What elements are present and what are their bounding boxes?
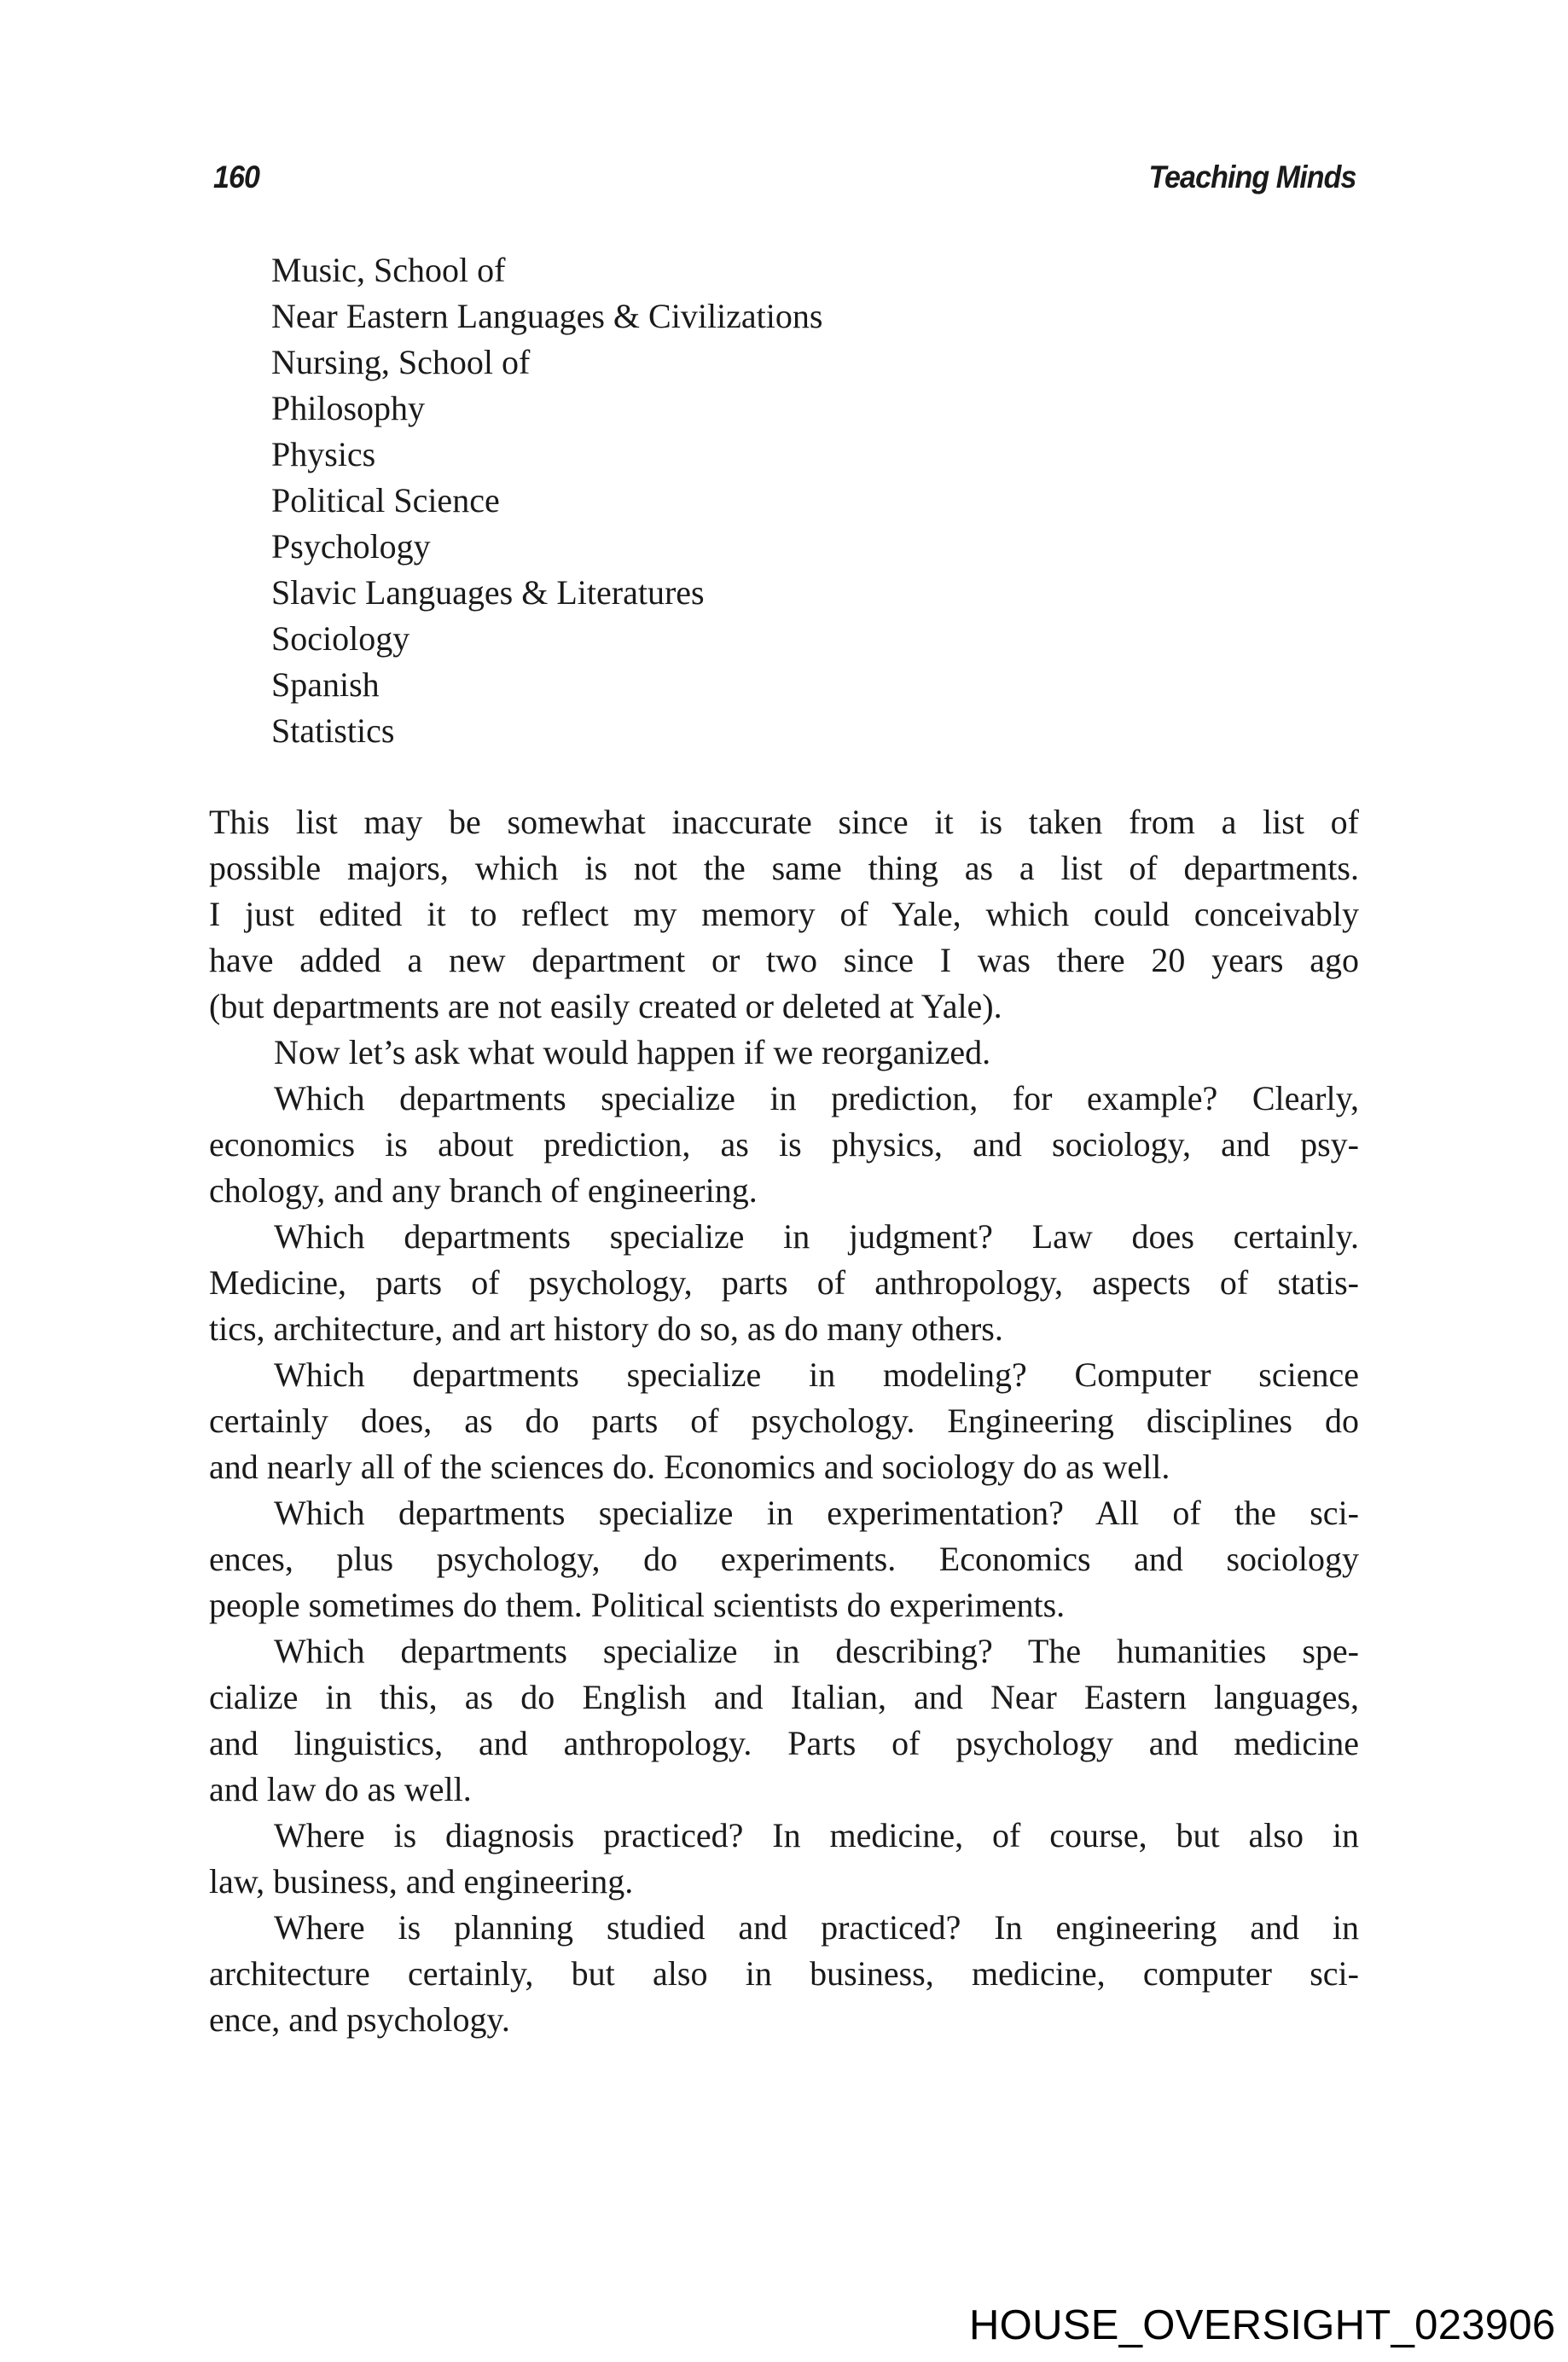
department-list-item: Sociology xyxy=(271,619,410,658)
paragraph-line: economics is about prediction, as is physics, and sociology, and psy- xyxy=(209,1125,1359,1164)
paragraph xyxy=(209,1905,1359,2043)
department-list-item: Psychology xyxy=(271,527,431,566)
paragraph-line: Which departments specialize in modeling? Computer science xyxy=(274,1355,1359,1394)
paragraph-line: Which departments specialize in experimentation? All of the sci- xyxy=(274,1494,1359,1532)
paragraph-line: and linguistics, and anthropology. Parts of psychology and medicine xyxy=(209,1724,1359,1762)
paragraph-line: and law do as well. xyxy=(209,1770,472,1808)
department-list-item: Near Eastern Languages & Civilizations xyxy=(271,297,823,335)
paragraph-line: and nearly all of the sciences do. Economics and sociology do as well. xyxy=(209,1448,1170,1486)
page-number: 160 xyxy=(213,160,260,194)
paragraph-line: (but departments are not easily created or deleted at Yale). xyxy=(209,987,1002,1025)
paragraph xyxy=(209,1076,1359,1214)
paragraph-line: architecture certainly, but also in business, medicine, computer sci- xyxy=(209,1954,1359,1993)
department-list-item: Philosophy xyxy=(271,389,426,427)
paragraph xyxy=(209,1490,1359,1628)
paragraph-line: Where is diagnosis practiced? In medicine, of course, but also in xyxy=(274,1816,1359,1854)
paragraph-line: ence, and psychology. xyxy=(209,2000,510,2039)
paragraph-line: Which departments specialize in prediction, for example? Clearly, xyxy=(274,1079,1359,1117)
paragraph xyxy=(209,1628,1359,1813)
paragraph-line: Which departments specialize in judgment? Law does certainly. xyxy=(274,1217,1359,1256)
paragraph-line: tics, architecture, and art history do so, as do many others. xyxy=(209,1309,1003,1348)
department-list-item: Political Science xyxy=(271,481,500,519)
paragraph xyxy=(209,1352,1359,1490)
paragraph-line: possible majors, which is not the same thing as a list of departments. xyxy=(209,849,1359,887)
paragraph xyxy=(209,1813,1359,1905)
paragraph-line: Now let’s ask what would happen if we reorganized. xyxy=(274,1033,991,1071)
paragraph-line: people sometimes do them. Political scientists do experiments. xyxy=(209,1586,1066,1624)
paragraph xyxy=(209,1030,1359,1076)
paragraph-line: Where is planning studied and practiced? In engineering and in xyxy=(274,1908,1359,1947)
department-list-item: Spanish xyxy=(271,665,380,704)
book-title: Teaching Minds xyxy=(1148,160,1356,194)
bates-stamp: HOUSE_OVERSIGHT_023906 xyxy=(969,2302,1556,2348)
department-list-item: Slavic Languages & Literatures xyxy=(271,573,705,612)
paragraph xyxy=(209,1214,1359,1352)
paragraph-line: law, business, and engineering. xyxy=(209,1862,634,1901)
department-list-item: Statistics xyxy=(271,711,395,750)
department-list-item: Nursing, School of xyxy=(271,343,531,381)
paragraph-line: This list may be somewhat inaccurate since it is taken from a list of xyxy=(209,803,1359,841)
paragraph-line: ences, plus psychology, do experiments. Economics and sociology xyxy=(209,1540,1359,1578)
department-list-item: Music, School of xyxy=(271,251,506,289)
body-text xyxy=(209,799,1359,2043)
paragraph xyxy=(209,799,1359,1030)
paragraph-line: chology, and any branch of engineering. xyxy=(209,1171,758,1210)
paragraph-line: Medicine, parts of psychology, parts of anthropology, aspects of statis- xyxy=(209,1263,1359,1302)
paragraph-line: cialize in this, as do English and Italian, and Near Eastern languages, xyxy=(209,1678,1359,1716)
paragraph-line: certainly does, as do parts of psychology. Engineering disciplines do xyxy=(209,1402,1359,1440)
paragraph-line: I just edited it to reflect my memory of Yale, which could conceivably xyxy=(209,895,1359,933)
department-list xyxy=(271,247,822,754)
running-head xyxy=(213,159,1356,196)
paragraph-line: Which departments specialize in describing? The humanities spe- xyxy=(274,1632,1359,1670)
department-list-item: Physics xyxy=(271,435,376,473)
paragraph-line: have added a new department or two since I was there 20 years ago xyxy=(209,941,1359,979)
